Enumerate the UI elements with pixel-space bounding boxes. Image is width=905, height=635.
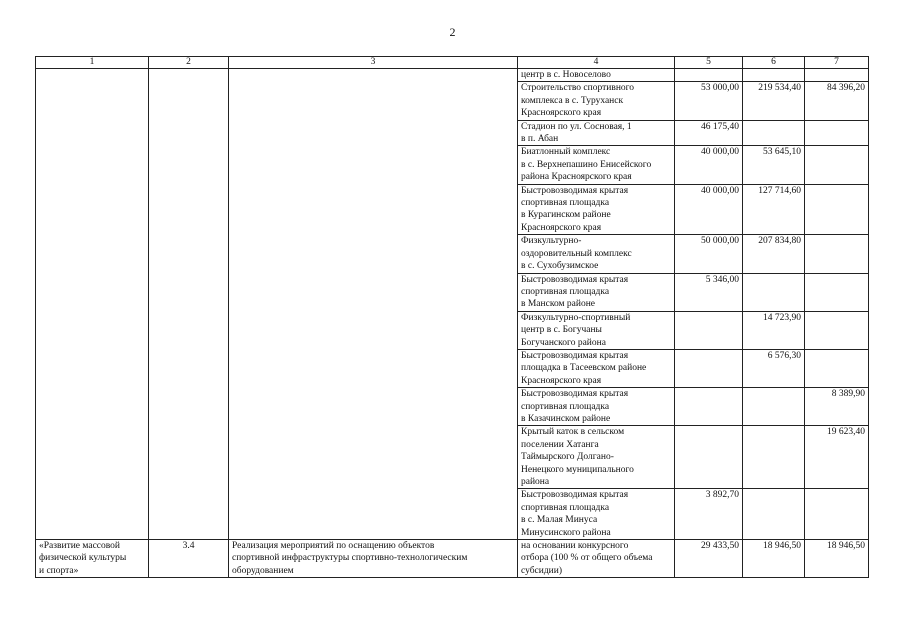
object-name-cell: [518, 184, 675, 235]
value-cell-col7: [805, 235, 869, 273]
object-name-line: Богучанского района: [521, 337, 606, 348]
allocation-basis-line: на основании конкурсного: [521, 541, 629, 552]
measure-description-line: спортивной инфраструктуры спортивно-технологическим: [232, 553, 468, 564]
object-name-cell: [518, 349, 675, 387]
value-cell-col6: 127 714,60: [743, 184, 805, 235]
object-name-line: Красноярского края: [521, 375, 602, 386]
object-name-line: оздоровительный комплекс: [521, 248, 632, 259]
object-name-line: Ненецкого муниципального: [521, 464, 634, 475]
object-name-line: Строительство спортивного: [521, 83, 635, 94]
object-name-cell: [518, 273, 675, 311]
value-cell-col5: 53 000,00: [675, 82, 743, 120]
value-cell-col6: [743, 489, 805, 540]
column-header: 4: [518, 57, 675, 69]
value-cell-col7: [805, 349, 869, 387]
object-name-line: в Манском районе: [521, 299, 596, 310]
value-cell-col7: [805, 273, 869, 311]
column-header: 1: [36, 57, 149, 69]
object-name-line: площадка в Тасеевском районе: [521, 363, 647, 374]
value-cell-col6: [743, 273, 805, 311]
object-name-cell: [518, 120, 675, 146]
column-header: 6: [743, 57, 805, 69]
subsidy-table: [35, 56, 869, 578]
value-cell-col7: [805, 311, 869, 349]
program-name-line: и спорта»: [39, 565, 79, 576]
value-cell-col5: [675, 349, 743, 387]
value-cell-col6: 207 834,80: [743, 235, 805, 273]
object-name-line: поселении Хатанга: [521, 439, 599, 450]
object-name-line: Минусинского района: [521, 527, 611, 538]
object-name-line: спортивная площадка: [521, 502, 610, 513]
measure-description-line: Реализация мероприятий по оснащению объектов: [232, 541, 435, 552]
object-name-cell: [518, 235, 675, 273]
object-name-line: Стадион по ул. Сосновая, 1: [521, 121, 632, 132]
object-name-cell: [518, 388, 675, 426]
value-cell-col7: 18 946,50: [805, 540, 869, 578]
object-name-line: района Красноярского края: [521, 172, 632, 183]
allocation-basis-cell: [518, 540, 675, 578]
value-cell-col7: 8 389,90: [805, 388, 869, 426]
object-name-line: Биатлонный комплекс: [521, 147, 611, 158]
column-header: 7: [805, 57, 869, 69]
object-name-cell: [518, 489, 675, 540]
object-name-line: в п. Абан: [521, 134, 559, 145]
value-cell-col7: 19 623,40: [805, 426, 869, 489]
object-name-line: Красноярского края: [521, 222, 602, 233]
object-name-line: спортивная площадка: [521, 198, 610, 209]
object-name-cell: [518, 311, 675, 349]
value-cell-col6: [743, 388, 805, 426]
measure-description-line: оборудованием: [232, 565, 294, 576]
program-name-line: физической культуры: [39, 553, 127, 564]
value-cell-col5: 29 433,50: [675, 540, 743, 578]
object-name-cell: [518, 82, 675, 120]
table-row: [36, 69, 869, 82]
object-name-cell: [518, 69, 675, 82]
value-cell-col6: 53 645,10: [743, 146, 805, 184]
merged-cell-col1: [36, 69, 149, 540]
value-cell-col5: 40 000,00: [675, 146, 743, 184]
object-name-line: района: [521, 477, 550, 487]
object-name-line: спортивная площадка: [521, 286, 610, 297]
object-name-line: Таймырского Долгано-: [521, 452, 614, 463]
value-cell-col7: [805, 146, 869, 184]
object-name-line: Быстровозводимая крытая: [521, 389, 629, 400]
object-name-line: Быстровозводимая крытая: [521, 185, 629, 196]
value-cell-col5: [675, 426, 743, 489]
program-name-cell: [36, 540, 149, 578]
value-cell-col7: [805, 184, 869, 235]
value-cell-col5: 5 346,00: [675, 273, 743, 311]
value-cell-col5: 46 175,40: [675, 120, 743, 146]
object-name-line: Крытый каток в сельском: [521, 427, 625, 438]
column-header: 3: [229, 57, 518, 69]
column-header: 2: [149, 57, 229, 69]
column-number-row: [36, 57, 869, 69]
object-name-line: Быстровозводимая крытая: [521, 274, 629, 285]
measure-description-cell: [229, 540, 518, 578]
object-name-line: в Курагинском районе: [521, 210, 611, 221]
merged-cell-col3: [229, 69, 518, 540]
value-cell: [805, 69, 869, 82]
allocation-basis-line: отбора (100 % от общего объема: [521, 553, 653, 564]
item-number-cell: 3.4: [149, 540, 229, 578]
allocation-basis-line: субсидии): [521, 565, 563, 576]
object-name-line: комплекса в с. Туруханск: [521, 95, 624, 106]
value-cell-col5: [675, 311, 743, 349]
column-header: 5: [675, 57, 743, 69]
object-name-line: Красноярского края: [521, 108, 602, 119]
object-name-line: в с. Сухобузимское: [521, 261, 599, 272]
table-row-section: [36, 540, 869, 578]
value-cell-col6: [743, 120, 805, 146]
object-name-line: спортивная площадка: [521, 401, 610, 412]
value-cell-col7: 84 396,20: [805, 82, 869, 120]
merged-cell-col2: [149, 69, 229, 540]
object-name-line: в с. Малая Минуса: [521, 515, 598, 526]
object-name-line: в с. Верхнепашино Енисейского: [521, 159, 652, 170]
value-cell: [743, 69, 805, 82]
value-cell-col6: 6 576,30: [743, 349, 805, 387]
object-name-line: Быстровозводимая крытая: [521, 350, 629, 361]
value-cell-col7: [805, 120, 869, 146]
object-name-cell: [518, 146, 675, 184]
value-cell-col5: [675, 388, 743, 426]
value-cell-col5: 3 892,70: [675, 489, 743, 540]
value-cell-col5: 40 000,00: [675, 184, 743, 235]
value-cell: [675, 69, 743, 82]
object-name-line: в Казачинском районе: [521, 413, 611, 424]
object-name-cell: [518, 426, 675, 489]
value-cell-col6: [743, 426, 805, 489]
value-cell-col6: 14 723,90: [743, 311, 805, 349]
value-cell-col5: 50 000,00: [675, 235, 743, 273]
program-name-line: «Развитие массовой: [39, 541, 121, 552]
page-number: 2: [449, 25, 456, 39]
value-cell-col6: 18 946,50: [743, 540, 805, 578]
object-name-line: центр в с. Богучаны: [521, 325, 602, 336]
value-cell-col7: [805, 489, 869, 540]
value-cell-col6: 219 534,40: [743, 82, 805, 120]
object-name-line: Быстровозводимая крытая: [521, 490, 629, 501]
object-name-line: Физкультурно-спортивный: [521, 312, 631, 323]
object-name-line: центр в с. Новоселово: [521, 70, 611, 80]
object-name-line: Физкультурно-: [521, 236, 582, 247]
